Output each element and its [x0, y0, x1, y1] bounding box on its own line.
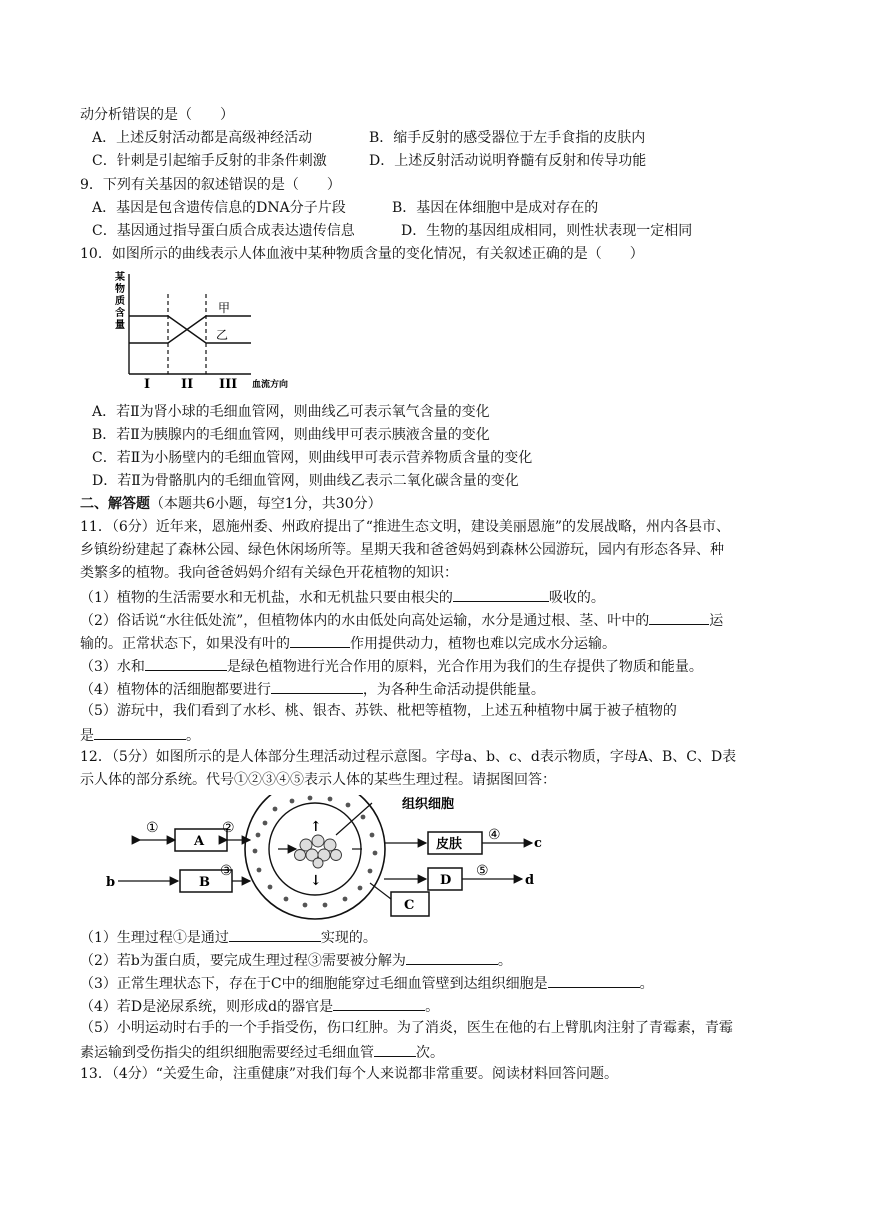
- output-d-label: d: [525, 873, 535, 888]
- skin-label: 皮肤: [436, 837, 463, 852]
- q11-p1-text: （1）植物的生活需要水和无机盐，水和无机盐只要由根尖的: [80, 590, 453, 606]
- q11-p2-blank-2[interactable]: [290, 631, 350, 648]
- q11-part-4: [80, 677, 545, 699]
- section-2-title: 二、解答题: [80, 496, 150, 512]
- q10-curve-graph: [108, 268, 308, 396]
- q11-p3-blank[interactable]: [145, 654, 227, 671]
- curve-jia-label: 甲: [218, 301, 231, 315]
- q12-part-1: [80, 925, 377, 947]
- y-label-char-1: 某: [115, 272, 125, 283]
- q12-stem-line-2: 示人体的部分系统。代号①②③④⑤表示人体的某些生理过程。请据图回答：: [80, 772, 556, 788]
- q10-option-c: C．若Ⅱ为小肠壁内的毛细血管网，则曲线甲可表示营养物质含量的变化: [92, 450, 533, 466]
- q11-p1-tail: 吸收的。: [548, 590, 605, 606]
- q10-stem: 10．如图所示的曲线表示人体血液中某种物质含量的变化情况，有关叙述正确的是（ ）: [80, 246, 644, 262]
- q10-option-d: D．若Ⅱ为骨骼肌内的毛细血管网，则曲线乙表示二氧化碳含量的变化: [92, 473, 519, 489]
- q11-p4-text: （4）植物体的活细胞都要进行: [80, 682, 271, 698]
- q11-part-5-cont: [80, 723, 200, 745]
- q11-stem-line-2: 乡镇纷纷建起了森林公园、绿色休闲场所等。星期天我和爸爸妈妈到森林公园游玩，园内有形态各异、种: [80, 542, 724, 558]
- curve-jia: [129, 316, 251, 343]
- q11-p3-tail: 是绿色植物进行光合作用的原料，光合作用为我们的生存提供了物质和能量。: [226, 659, 703, 675]
- q9-option-a: A．基因是包含遗传信息的DNA分子片段: [92, 200, 346, 216]
- q12-p3-text: （3）正常生理状态下，存在于C中的细胞能穿过毛细血管壁到达组织细胞是: [80, 976, 548, 992]
- q11-stem-line-3: 类繁多的植物。我向爸爸妈妈介绍有关绿色开花植物的知识：: [80, 565, 458, 581]
- y-label-char-4: 含: [115, 308, 125, 319]
- q12-p3-blank[interactable]: [548, 971, 640, 988]
- curve-yi-label: 乙: [216, 328, 229, 342]
- q11-part-3: [80, 654, 703, 676]
- q11-part-5: （5）游玩中，我们看到了水杉、桃、银杏、苏铁、枇杷等植物，上述五种植物中属于被子植物的: [80, 703, 677, 719]
- q12-stem-line-1: 12．（5分）如图所示的是人体部分生理活动过程示意图。字母a、b、c、d表示物质，字母A、B、C、D表: [80, 749, 737, 765]
- q11-p2-tail: 运: [709, 613, 724, 629]
- q9-stem: 9．下列有关基因的叙述错误的是（ ）: [80, 177, 341, 193]
- process-5-label: ⑤: [476, 863, 489, 879]
- system-b-label: B: [199, 875, 210, 890]
- q8-option-b: B．缩手反射的感受器位于左手食指的皮肤内: [369, 130, 646, 146]
- q12-p1-text: （1）生理过程①是通过: [80, 930, 229, 946]
- q12-p4-tail: 。: [425, 999, 440, 1015]
- q9-option-d: D．生物的基因组成相同，则性状表现一定相同: [401, 223, 693, 239]
- q11-p5-tail: 。: [186, 728, 200, 744]
- process-3-label: ③: [220, 863, 233, 879]
- arrow-down-bottom: ↓: [310, 873, 322, 889]
- q12-p5-text: 素运输到受伤指尖的组织细胞需要经过毛细血管: [80, 1045, 374, 1061]
- q12-part-4: [80, 994, 439, 1016]
- q12-part-5-cont: [80, 1040, 444, 1062]
- tissue-cell-label: 组织细胞: [402, 797, 455, 812]
- section-2-header: [80, 493, 382, 515]
- q12-p5-blank[interactable]: [374, 1040, 416, 1057]
- q8-option-a: A．上述反射活动都是高级神经活动: [92, 130, 313, 146]
- q12-p2-tail: 。: [497, 953, 512, 969]
- q12-p4-text: （4）若D是泌尿系统，则形成d的器官是: [80, 999, 334, 1015]
- q12-physiology-diagram: [100, 795, 560, 920]
- y-label-char-5: 量: [115, 320, 125, 331]
- q11-part-2-cont: [80, 631, 616, 653]
- q12-part-3: [80, 971, 654, 993]
- q11-p4-tail: ，为各种生命活动提供能量。: [362, 682, 545, 698]
- process-2-label: ②: [222, 820, 235, 836]
- segment-1-label: I: [144, 377, 151, 392]
- q12-p2-blank[interactable]: [406, 948, 498, 965]
- process-1-label: ①: [146, 820, 159, 836]
- q11-p2-cont-text: 输的。正常状态下，如果没有叶的: [80, 636, 290, 652]
- q11-part-2: [80, 608, 723, 630]
- y-label-char-2: 物: [115, 284, 125, 295]
- q11-p2-text: （2）俗话说“水往低处流”，但植物体内的水由低处向高处运输，水分是通过根、茎、叶中的: [80, 613, 650, 629]
- q11-p2-blank-1[interactable]: [649, 608, 709, 625]
- system-a-label: A: [194, 834, 205, 849]
- q11-p3-text: （3）水和: [80, 659, 145, 675]
- q12-part-5: （5）小明运动时右手的一个手指受伤，伤口红肿。为了消炎，医生在他的右上臂肌肉注射了青霉素，青霉: [80, 1020, 733, 1036]
- c-connector: [370, 883, 391, 899]
- q12-p1-blank[interactable]: [229, 925, 321, 942]
- q12-p5-tail: 次。: [416, 1045, 444, 1061]
- y-label-char-3: 质: [115, 296, 125, 307]
- q9-option-c: C．基因通过指导蛋白质合成表达遗传信息: [92, 223, 355, 239]
- q8-stem-tail: 动分析错误的是（ ）: [80, 107, 234, 123]
- q9-option-b: B．基因在体细胞中是成对存在的: [392, 200, 599, 216]
- output-c-label: c: [534, 836, 542, 851]
- q8-option-c: C．针刺是引起缩手反射的非条件刺激: [92, 153, 327, 169]
- q11-p1-blank[interactable]: [453, 585, 549, 602]
- q11-stem-line-1: 11．（6分）近年来，恩施州委、州政府提出了“推进生态文明，建设美丽恩施”的发展战略，州内各县市、: [80, 519, 731, 535]
- q12-part-2: [80, 948, 512, 970]
- q13-stem: 13．（4分）“关爱生命，注重健康”对我们每个人来说都非常重要。阅读材料回答问题。: [80, 1066, 619, 1082]
- arrow-up-top: ↑: [310, 819, 322, 835]
- system-d-label: D: [440, 873, 452, 888]
- curve-yi: [129, 316, 251, 343]
- q11-p5-blank[interactable]: [94, 723, 186, 740]
- process-4-label: ④: [488, 827, 501, 843]
- x-axis-label: 血流方向: [252, 380, 289, 390]
- q10-option-b: B．若Ⅱ为胰腺内的毛细血管网，则曲线甲可表示胰液含量的变化: [92, 427, 490, 443]
- system-c-label: C: [404, 898, 415, 913]
- segment-3-label: III: [219, 377, 238, 392]
- q12-p4-blank[interactable]: [333, 994, 425, 1011]
- section-2-note: （本题共6小题，每空1分，共30分）: [150, 496, 382, 512]
- q11-p4-blank[interactable]: [271, 677, 363, 694]
- q12-p2-text: （2）若b为蛋白质，要完成生理过程③需要被分解为: [80, 953, 406, 969]
- segment-2-label: II: [181, 377, 194, 392]
- q12-p1-tail: 实现的。: [320, 930, 377, 946]
- input-b-label: b: [106, 875, 116, 890]
- q11-p5-prefix: 是: [80, 728, 94, 744]
- q10-option-a: A．若Ⅱ为肾小球的毛细血管网，则曲线乙可表示氧气含量的变化: [92, 404, 490, 420]
- q11-p2-cont-tail: 作用提供动力，植物也难以完成水分运输。: [350, 636, 616, 652]
- q8-option-d: D．上述反射活动说明脊髓有反射和传导功能: [369, 153, 647, 169]
- q12-p3-tail: 。: [639, 976, 654, 992]
- q11-part-1: [80, 585, 605, 607]
